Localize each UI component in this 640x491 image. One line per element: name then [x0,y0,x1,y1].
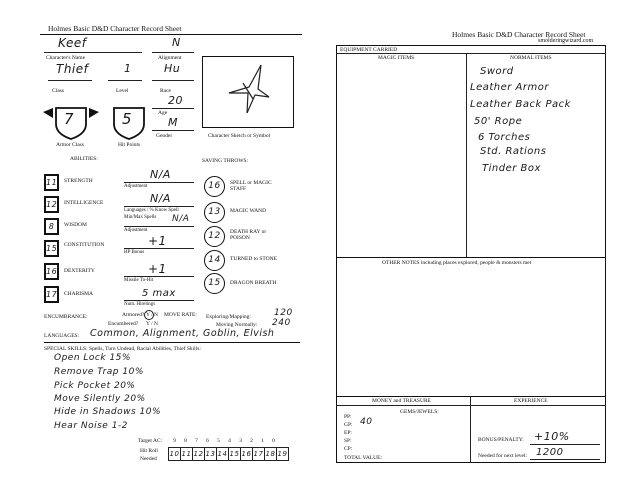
coin-pp-label: PP: [344,414,352,420]
normal-item[interactable]: 6 Torches [478,132,531,143]
alignment-label: Alignment [158,55,182,61]
hp-bonus-line [124,248,194,249]
sketch-label: Character Sketch or Symbol [208,133,271,139]
hit-roll-cell[interactable]: 18 [265,450,276,458]
other-notes-label: OTHER NOTES including places explored, people & monsters met [382,260,532,266]
next-level-label: Needed for next level: [478,453,528,459]
hirelings-value[interactable]: 5 max [142,288,176,299]
strength-label: STRENGTH [64,178,93,184]
bonus-penalty-label: BONUS/PENALTY: [478,437,524,443]
skill-hear-noise[interactable]: Hear Noise 1-2 [54,421,128,431]
special-skills-label: SPECIAL SKILLS: Spells, Turn Undead, Racial Abilities, Thief Skills: [44,346,201,352]
normal-item[interactable]: Std. Rations [480,146,547,157]
hit-roll-cell[interactable]: 17 [253,450,264,458]
target-ac-1: 1 [261,438,264,444]
encumbered-label: Encumbered? [108,321,139,327]
hp-bonus-label: HP Bonus [124,250,145,255]
level-label: Level [116,88,129,94]
normal-item[interactable]: Leather Armor [470,82,549,93]
skill-remove-trap[interactable]: Remove Trap 10% [54,367,144,377]
notes-top-rule [336,257,606,258]
languages-label: LANGUAGES: [44,333,80,339]
bonus-penalty-value[interactable]: +10% [534,430,570,443]
experience-label: EXPERIENCE [514,398,548,404]
languages-value[interactable]: Common, Alignment, Goblin, Elvish [90,328,275,339]
encumbered-yn[interactable]: Y / N [146,321,159,327]
wisdom-adjustment-label: Adjustment [124,228,148,233]
target-ac-4: 4 [228,438,231,444]
skill-open-lock[interactable]: Open Lock 15% [54,353,131,363]
character-sketch-box[interactable] [202,56,294,128]
total-value-label: TOTAL VALUE: [344,455,383,461]
name-label: Character's Name [46,55,86,61]
level-line [108,80,142,81]
bonus-line [530,444,600,445]
hit-roll-cell[interactable]: 14 [217,450,228,458]
missile-to-hit-value[interactable]: +1 [148,262,167,276]
hit-roll-cell[interactable]: 10 [169,450,180,458]
constitution-score[interactable]: 15 [44,240,59,257]
website-label: smolderingwizard.com [538,38,594,44]
save-spell-value[interactable]: 16 [204,176,225,197]
charisma-score[interactable]: 17 [44,286,59,303]
class-line [48,80,92,81]
race-value[interactable]: Hu [164,62,181,75]
alignment-line [152,52,194,53]
constitution-label: CONSTITUTION [64,242,105,248]
normal-item[interactable]: Leather Back Pack [470,99,571,110]
hit-roll-table [168,447,289,461]
gender-label: Gender [156,133,173,139]
min-max-spells-value[interactable]: N/A [172,214,190,224]
dagger-sketch-icon [203,57,291,125]
dexterity-label: DEXTERITY [64,268,95,274]
strength-adjustment-line [124,182,194,183]
target-ac-0: 0 [272,438,275,444]
next-level-line [530,459,600,460]
save-death-value[interactable]: 12 [204,226,225,247]
money-divider [470,396,471,463]
save-spell-label: SPELL or MAGIC [230,180,272,186]
title-rule [40,34,302,35]
target-ac-label: Target AC: [138,438,163,444]
coin-ep-label: EP: [344,430,352,436]
money-header-rule [336,405,606,406]
money-treasure-label: MONEY and TREASURE [372,398,431,404]
equipment-carried-label: EQUIPMENT CARRIED [340,47,398,53]
armored-yes-circle [144,310,154,320]
character-name-value[interactable]: Keef [58,36,87,50]
equipment-header-rule [336,53,606,54]
target-ac-9: 9 [173,438,176,444]
gender-line [152,130,194,131]
exploring-label: Exploring/Mapping: [206,314,251,320]
wisdom-label: WISDOM [64,222,87,228]
armor-class-label: Armor Class [56,142,84,148]
exploring-value[interactable]: 120 [274,308,293,318]
target-ac-6: 6 [206,438,209,444]
age-line [152,108,194,109]
save-dragon-label: DRAGON BREATH [230,280,277,286]
languages-rule [44,342,300,343]
skill-move-silently[interactable]: Move Silently 20% [54,394,146,404]
items-divider [466,53,467,257]
hit-roll-cell[interactable]: 13 [205,450,216,458]
target-ac-3: 3 [239,438,242,444]
hirelings-line [124,300,194,301]
target-ac-2: 2 [250,438,253,444]
hit-roll-cell[interactable]: 15 [229,450,240,458]
coin-cp-label: CP: [344,446,353,452]
intelligence-label: INTELLIGENCE [64,200,104,206]
hit-roll-cell[interactable]: 16 [241,450,252,458]
save-stone-value[interactable]: 14 [204,250,225,271]
armored-yn[interactable]: Y / N [146,312,159,318]
hit-roll-label: Hit Roll [140,448,158,454]
dexterity-score[interactable]: 16 [44,263,59,280]
missile-to-hit-line [124,276,194,277]
wisdom-score[interactable]: 8 [44,218,59,235]
hirelings-label: Num. Hirelings [124,302,156,307]
languages-spell-label: Languages / % Know Spell [124,208,179,213]
missile-to-hit-label: Missile To-Hit [124,278,154,283]
encumbrance-label: ENCUMBRANCE: [44,314,88,320]
armored-label: Armored? [122,312,145,318]
languages-spell-value[interactable]: N/A [150,192,171,205]
alignment-value[interactable]: N [172,36,181,49]
normal-item[interactable]: Sword [480,66,514,77]
move-rate-label: MOVE RATE: [164,312,197,318]
strength-adjustment-label: Adjustment [124,184,148,189]
strength-adjustment-value[interactable]: N/A [150,168,171,181]
languages-spell-line [124,206,194,207]
save-death-label-line2: POISON [230,235,250,241]
save-wand-value[interactable]: 13 [204,202,225,223]
coin-sp-label: SP: [344,438,352,444]
class-value[interactable]: Thief [56,62,89,76]
normal-item[interactable]: 50' Rope [474,116,523,127]
level-value[interactable]: 1 [124,62,132,75]
age-label: Age [158,110,168,116]
wisdom-adjustment-line [124,226,194,227]
hp-bonus-value[interactable]: +1 [148,234,167,248]
hit-roll-cell[interactable]: 11 [181,450,192,458]
saving-throws-label: SAVING THROWS: [202,158,249,164]
armor-class-value[interactable]: 7 [64,110,75,128]
age-value[interactable]: 20 [168,94,183,107]
target-ac-8: 8 [184,438,187,444]
coin-gp-value[interactable]: 40 [360,417,373,427]
charisma-label: CHARISMA [64,291,94,297]
coin-gp-label: GP: [344,422,353,428]
target-ac-7: 7 [195,438,198,444]
skill-hide-in-shadows[interactable]: Hide in Shadows 10% [54,407,162,417]
abilities-label: ABILITIES: [70,156,98,162]
race-line [152,80,194,81]
hit-points-label: Hit Points [118,142,141,148]
target-ac-5: 5 [217,438,220,444]
moving-value[interactable]: 240 [272,318,291,328]
moving-label: Moving Normally: [216,322,258,328]
save-wand-label: MAGIC WAND [230,208,267,214]
normal-items-label: NORMAL ITEMS [510,55,552,61]
race-label: Race [160,88,171,94]
save-stone-label: TURNED to STONE [230,256,277,262]
skill-pick-pocket[interactable]: Pick Pocket 20% [54,381,136,391]
normal-item[interactable]: Tinder Box [482,163,541,174]
magic-items-label: MAGIC ITEMS [378,55,415,61]
hit-roll-cell[interactable]: 19 [277,450,288,458]
target-ac-row [169,438,279,444]
save-dragon-value[interactable]: 15 [204,273,225,294]
gender-value[interactable]: M [168,116,178,129]
save-spell-label-line2: STAFF [230,186,247,192]
needed-label: Needed [140,456,157,462]
gems-label: GEMS/JEWELS: [400,409,439,415]
hit-roll-cell[interactable]: 12 [193,450,204,458]
next-level-value[interactable]: 1200 [536,447,564,458]
intelligence-score[interactable]: 12 [44,196,59,213]
hit-points-value[interactable]: 5 [122,110,133,128]
money-top-rule [336,396,606,397]
name-line [44,52,142,53]
left-title: Holmes Basic D&D Character Record Sheet [48,24,182,33]
min-max-spells-label: Min/Max Spells [124,215,157,220]
class-label: Class [52,88,64,94]
right-title: Holmes Basic D&D Character Record Sheet [452,30,586,39]
strength-score[interactable]: 11 [44,174,59,191]
save-death-label: DEATH RAY or [230,229,267,235]
